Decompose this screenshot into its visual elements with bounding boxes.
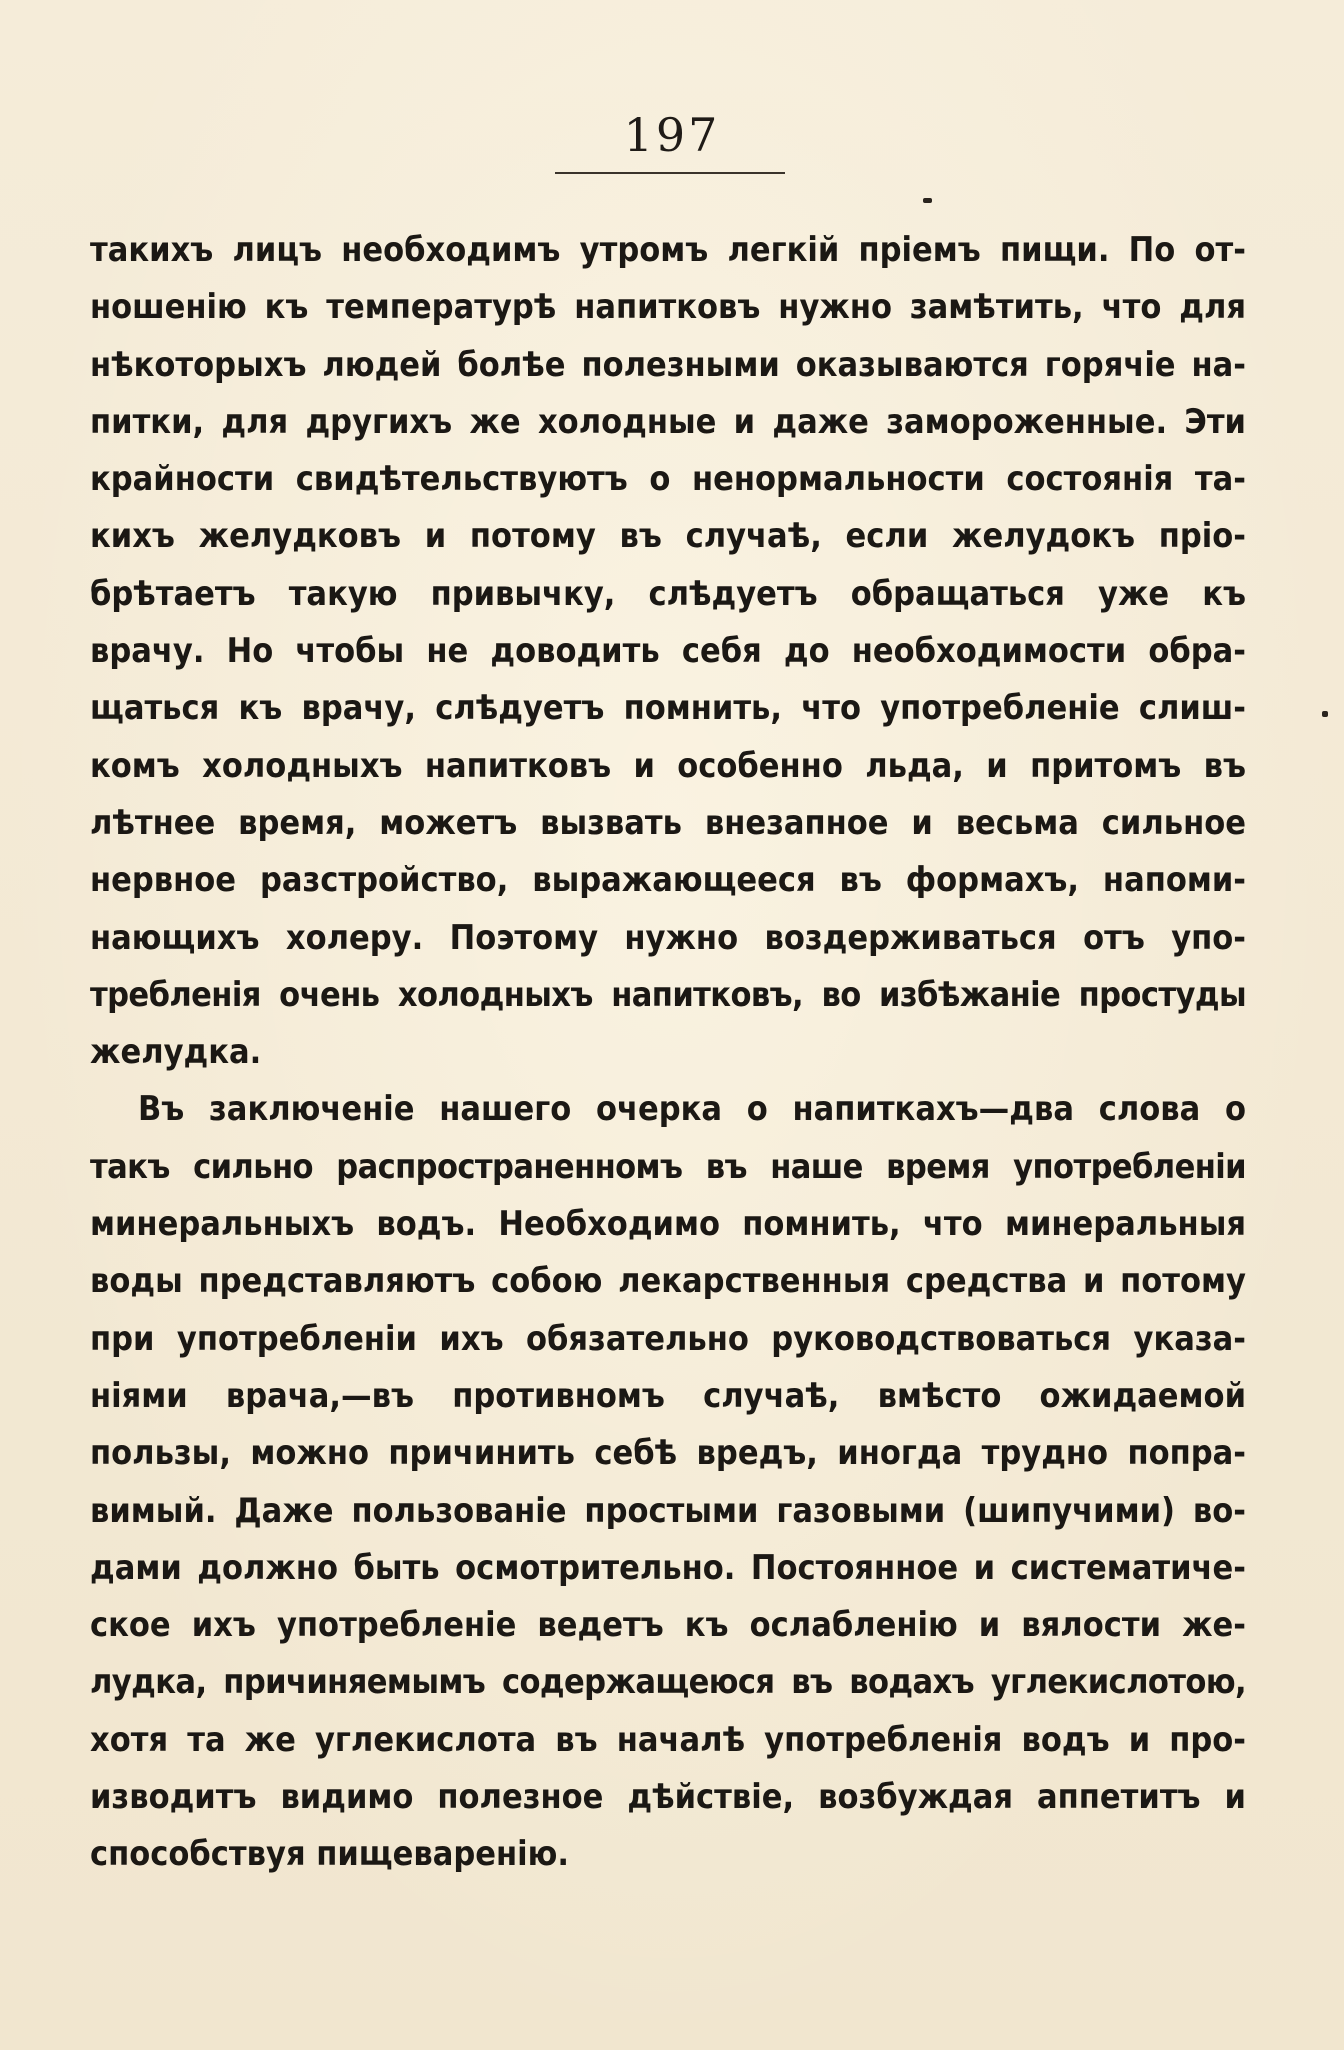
paragraph-start-line: Въ заключеніе нашего очерка о напиткахъ—два слова о [138, 1089, 1246, 1130]
text-line: ское ихъ употребленіе ведетъ къ ослабленію и вялости же- [90, 1605, 1246, 1646]
text-line: питки, для другихъ же холодные и даже замороженные. Эти [90, 401, 1246, 442]
print-speck [1322, 711, 1328, 717]
body-text [90, 222, 1246, 1884]
text-line: нервное разстройство, выражающееся въ формахъ, напоми- [90, 860, 1246, 901]
text-line: минеральныхъ водъ. Необходимо помнить, что минеральныя [90, 1204, 1246, 1245]
text-line: брѣтаетъ такую привычку, слѣдуетъ обращаться уже къ [90, 573, 1246, 614]
text-line: пользы, можно причинить себѣ вредъ, иногда трудно попра- [90, 1433, 1246, 1474]
text-line: щаться къ врачу, слѣдуетъ помнить, что употребленіе слиш- [90, 688, 1246, 729]
text-line: хотя та же углекислота въ началѣ употребленія водъ и про- [90, 1719, 1246, 1760]
text-line: дами должно быть осмотрительно. Постоянное и систематиче- [90, 1547, 1246, 1588]
text-line: вимый. Даже пользованіе простыми газовыми (шипучими) во- [90, 1490, 1246, 1531]
text-line: врачу. Но чтобы не доводить себя до необходимости обра- [90, 631, 1246, 672]
text-line: изводитъ видимо полезное дѣйствіе, возбуждая аппетитъ и [90, 1777, 1246, 1818]
print-speck [923, 198, 932, 203]
text-line: лѣтнее время, можетъ вызвать внезапное и весьма сильное [90, 802, 1246, 843]
text-line: комъ холодныхъ напитковъ и особенно льда, и притомъ въ [90, 745, 1246, 786]
paragraph-end-line: способствуя пищеваренію. [90, 1834, 569, 1875]
text-line: воды представляютъ собою лекарственныя средства и потому [90, 1261, 1246, 1302]
text-line: нающихъ холеру. Поэтому нужно воздерживаться отъ упо- [90, 917, 1246, 958]
text-line: такъ сильно распространенномъ въ наше время употребленіи [90, 1146, 1246, 1187]
header-rule [555, 172, 785, 174]
text-line: требленія очень холодныхъ напитковъ, во избѣжаніе простуды [90, 974, 1246, 1015]
text-line: лудка, причиняемымъ содержащеюся въ водахъ углекислотою, [90, 1662, 1246, 1703]
paragraph-end-line: желудка. [90, 1032, 262, 1073]
text-line: такихъ лицъ необходимъ утромъ легкій пріемъ пищи. По от- [90, 230, 1246, 270]
text-line: кихъ желудковъ и потому въ случаѣ, если желудокъ прio- [90, 516, 1246, 557]
text-line: нѣкоторыхъ людей болѣе полезными оказываются горячіе на- [90, 344, 1246, 385]
text-line: ніями врача,—въ противномъ случаѣ, вмѣсто ожидаемой [90, 1375, 1246, 1416]
text-line: при употребленіи ихъ обязательно руководствоваться указа- [90, 1318, 1246, 1359]
text-line: крайности свидѣтельствуютъ о ненормальности состоянія та- [90, 459, 1246, 500]
page-number: 197 [623, 108, 721, 162]
text-line: ношенію къ температурѣ напитковъ нужно замѣтить, что для [90, 287, 1246, 328]
